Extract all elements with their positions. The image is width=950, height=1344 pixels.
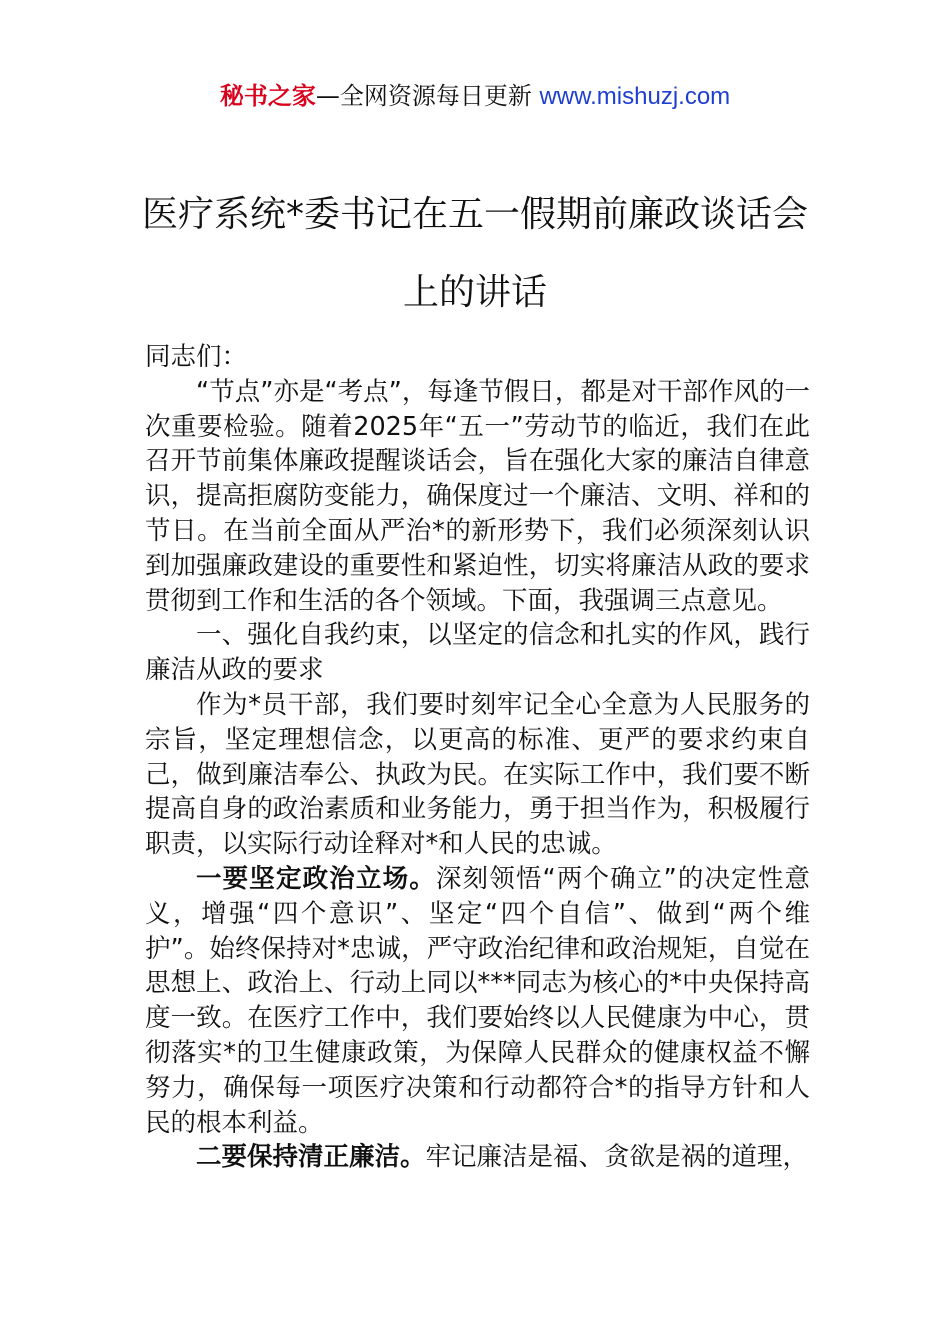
salutation: 同志们： — [145, 342, 248, 372]
site-url[interactable]: www.mishuzj.com — [539, 83, 731, 110]
title-line-1: 医疗系统*委书记在五一假期前廉政谈话会 — [141, 194, 808, 235]
point-1-lead: 一要坚定政治立场。 — [196, 863, 436, 894]
document-title — [120, 176, 830, 332]
section-heading-1: 一、强化自我约束，以坚定的信念和扎实的作风，践行廉洁从政的要求 — [145, 620, 810, 686]
site-brand: 秘书之家 — [219, 82, 316, 110]
document-body — [145, 340, 810, 1175]
site-tagline: —全网资源每日更新 — [315, 82, 540, 110]
point-2-lead: 二要保持清正廉洁。 — [196, 1142, 426, 1173]
paragraph-point-2 — [145, 1140, 810, 1175]
site-header — [0, 78, 950, 115]
point-2-text: 牢记廉洁是福、贪欲是祸的道理， — [425, 1142, 809, 1173]
point-1-text: 深刻领悟“两个确立”的决定性意义，增强“四个意识”、坚定“四个自信”、做到“两个维护”。始终保持对*忠诚，严守政治纪律和政治规矩，自觉在思想上、政治上、行动上同以***同志为核心的*中央保持高度一致。在医疗工作中，我们要始终以人民健康为中心，贯彻落实*的卫生健康政策，为保障人民群众的健康权益不懈努力，确保每一项医疗决策和行动都符合*的指导方针和人民的根本利益。 — [145, 863, 810, 1138]
paragraph-section-1: 作为*员干部，我们要时刻牢记全心全意为人民服务的宗旨，坚定理想信念，以更高的标准、更严的要求约束自己，做到廉洁奉公、执政为民。在实际工作中，我们要不断提高自身的政治素质和业务能力，勇于担当作为，积极履行职责，以实际行动诠释对*和人民的忠诚。 — [145, 689, 810, 860]
title-line-2: 上的讲话 — [402, 272, 547, 313]
paragraph-intro: “节点”亦是“考点”，每逢节假日，都是对干部作风的一次重要检验。随着2025年“五一”劳动节的临近，我们在此召开节前集体廉政提醒谈话会，旨在强化大家的廉洁自律意识，提高拒腐防变能力，确保度过一个廉洁、文明、祥和的节日。在当前全面从严治*的新形势下，我们必须深刻认识到加强廉政建设的重要性和紧迫性，切实将廉洁从政的要求贯彻到工作和生活的各个领域。下面，我强调三点意见。 — [145, 376, 810, 616]
paragraph-point-1 — [145, 862, 810, 1140]
